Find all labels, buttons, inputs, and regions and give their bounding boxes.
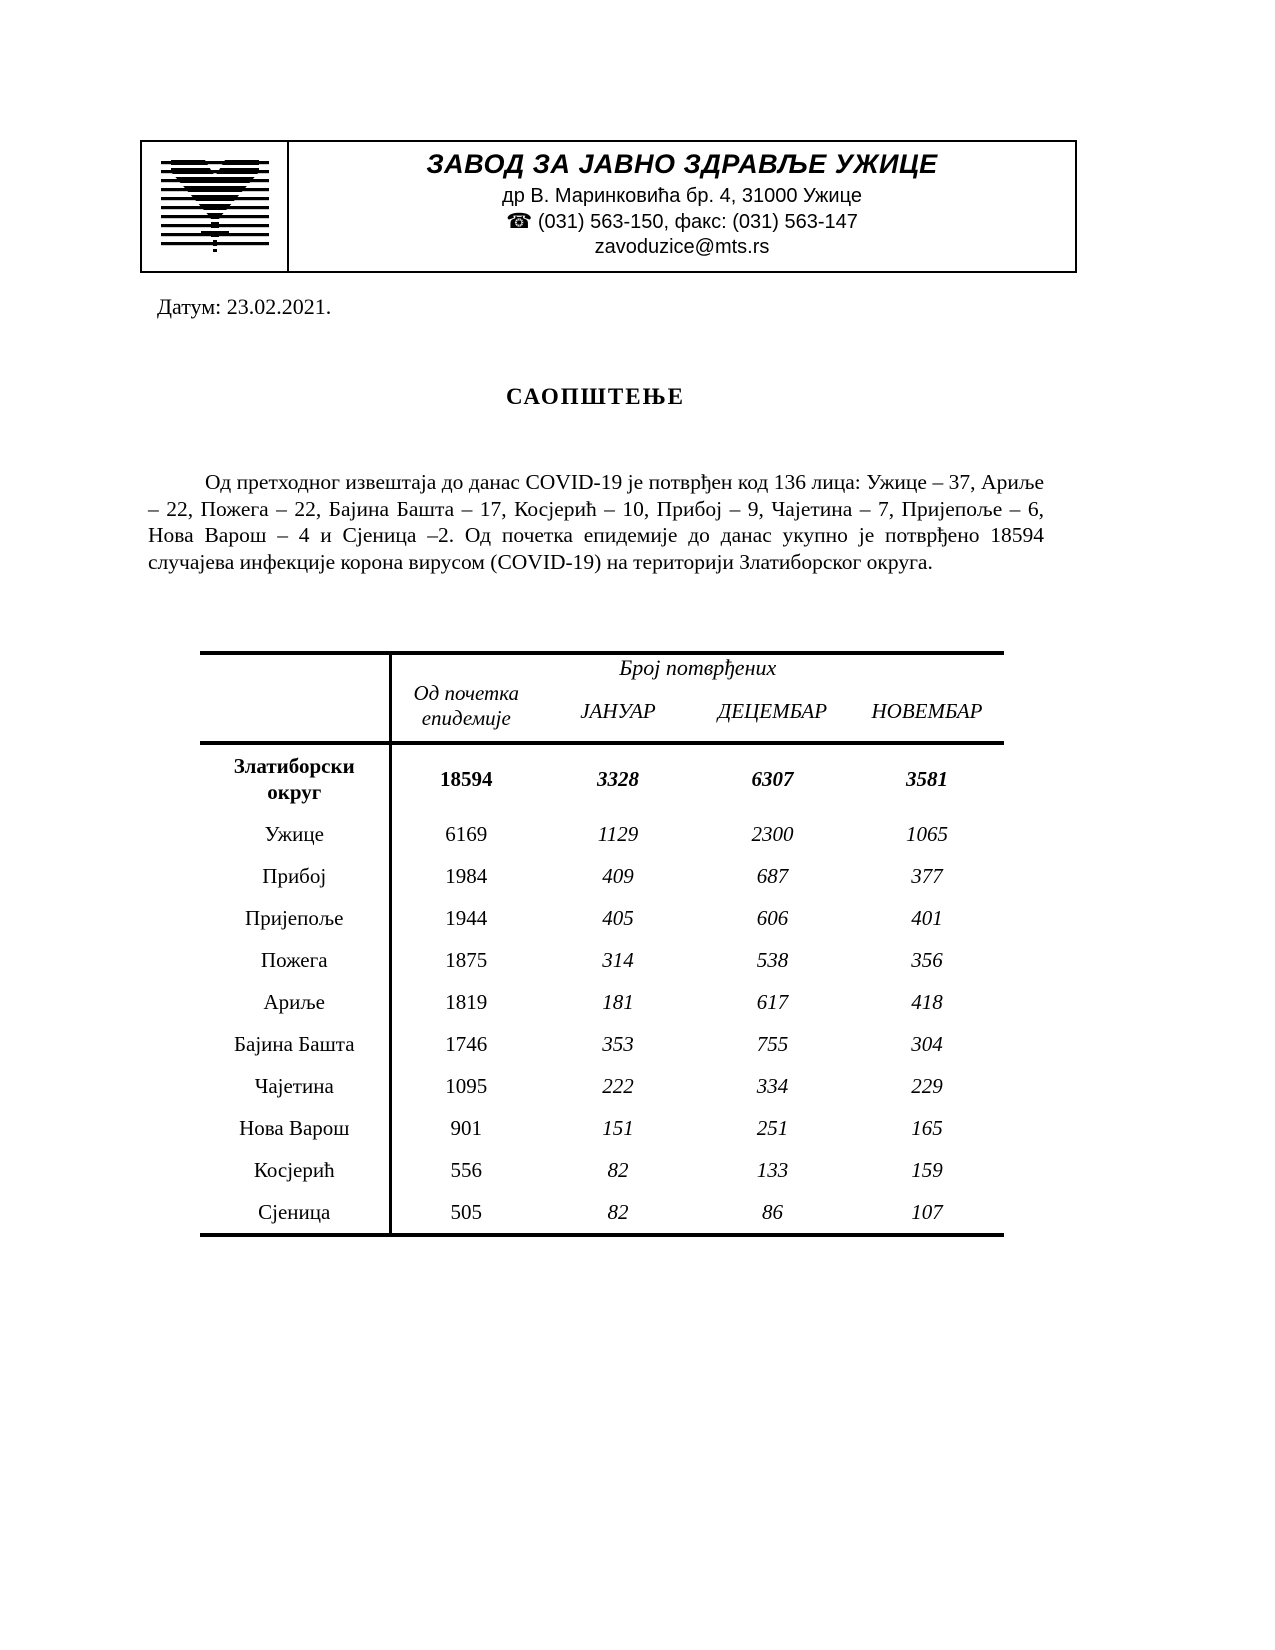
- november-count: 356: [911, 948, 943, 972]
- november-count: 3581: [906, 767, 948, 791]
- municipality-name: Бајина Башта: [200, 1023, 390, 1065]
- table-row: [200, 981, 1004, 1023]
- table-row: [200, 855, 1004, 897]
- total-since-start: 1095: [445, 1074, 488, 1098]
- december-count: 538: [756, 948, 789, 972]
- municipality-name: Сјеница: [200, 1191, 390, 1235]
- table-row: [200, 743, 1004, 813]
- corner-cell: [200, 653, 390, 681]
- january-count: 181: [602, 990, 634, 1014]
- municipality-name: Косјерић: [200, 1149, 390, 1191]
- november-count: 165: [911, 1116, 943, 1140]
- total-since-start: 901: [450, 1116, 482, 1140]
- phone-icon: ☎: [506, 210, 533, 233]
- page-title: САОПШТЕЊЕ: [505, 384, 686, 409]
- november-count: 418: [911, 990, 943, 1014]
- group-header-cell: Број потврђених: [619, 655, 777, 680]
- total-since-start: 1819: [445, 990, 488, 1014]
- org-phone-line: [289, 209, 1075, 235]
- december-count: 606: [756, 906, 789, 930]
- total-since-start: 1944: [445, 906, 488, 930]
- municipality-name: Златиборски округ: [200, 743, 390, 813]
- november-count: 377: [911, 864, 943, 888]
- january-count: 314: [602, 948, 634, 972]
- table-row: [200, 939, 1004, 981]
- corner-cell-2: [200, 681, 390, 743]
- november-count: 1065: [906, 822, 948, 846]
- col-header-epidemic-start: Од почетка епидемије: [390, 681, 541, 743]
- december-count: 334: [756, 1074, 789, 1098]
- december-count: 755: [756, 1032, 789, 1056]
- january-count: 405: [602, 906, 634, 930]
- december-count: 617: [756, 990, 789, 1014]
- table-row: [200, 1107, 1004, 1149]
- table-row: [200, 1023, 1004, 1065]
- municipality-name: Нова Варош: [200, 1107, 390, 1149]
- institute-logo-icon: [159, 160, 271, 254]
- january-count: 151: [602, 1116, 634, 1140]
- november-count: 159: [911, 1158, 943, 1182]
- january-count: 409: [602, 864, 634, 888]
- municipality-name: Пожега: [200, 939, 390, 981]
- january-count: 3328: [597, 767, 639, 791]
- municipality-name: Пријепоље: [200, 897, 390, 939]
- table-header: [200, 653, 1004, 743]
- total-since-start: 18594: [440, 767, 493, 791]
- table-row: [200, 1065, 1004, 1107]
- total-since-start: 556: [450, 1158, 482, 1182]
- table-row: [200, 1149, 1004, 1191]
- municipality-name: Ужице: [200, 813, 390, 855]
- december-count: 86: [762, 1200, 783, 1224]
- december-count: 2300: [751, 822, 794, 846]
- group-header-row: [200, 653, 1004, 681]
- november-count: 107: [911, 1200, 943, 1224]
- letterhead-text: [289, 142, 1075, 271]
- col-header-january: ЈАНУАР: [541, 681, 695, 743]
- january-count: 353: [602, 1032, 634, 1056]
- body-paragraph: Од претходног извештаја до данас COVID-19 је потврђен код 136 лица: Ужице – 37, Ариље – 22, Пожега – 22, Бајина Башта – 17, Косјерић – 10, Прибој – 9, Чајетина – 7, Пријепоље – 6, Нова Варош – 4 и Сјеница –2. Од почетка епидемије до данас укупно је потврђено 18594 случајева инфекције корона вирусом (COVID-19) на територији Златиборског округа.: [148, 470, 1044, 574]
- table-row: [200, 1191, 1004, 1235]
- january-count: 1129: [597, 822, 639, 846]
- column-header-row: [200, 681, 1004, 743]
- org-name: ЗАВОД ЗА ЈАВНО ЗДРАВЉЕ УЖИЦЕ: [426, 149, 938, 179]
- letterhead-box: [140, 140, 1077, 273]
- december-count: 251: [756, 1116, 789, 1140]
- total-since-start: 505: [450, 1200, 482, 1224]
- november-count: 304: [911, 1032, 943, 1056]
- covid-cases-table: [200, 651, 1004, 1237]
- org-address: др В. Маринковића бр. 4, 31000 Ужице: [502, 185, 862, 207]
- total-since-start: 1984: [445, 864, 488, 888]
- logo-cell: [142, 142, 289, 271]
- municipality-name: Чајетина: [200, 1065, 390, 1107]
- date-line: Датум: 23.02.2021.: [157, 294, 332, 319]
- total-since-start: 1875: [445, 948, 488, 972]
- november-count: 229: [911, 1074, 943, 1098]
- table-body: [200, 743, 1004, 1235]
- january-count: 82: [607, 1200, 629, 1224]
- org-email: zavoduzice@mts.rs: [594, 236, 770, 258]
- december-count: 6307: [751, 767, 794, 791]
- january-count: 222: [602, 1074, 634, 1098]
- col-header-december: ДЕЦЕМБАР: [695, 681, 850, 743]
- total-since-start: 1746: [445, 1032, 488, 1056]
- col-header-november: НОВЕМБАР: [850, 681, 1004, 743]
- total-since-start: 6169: [445, 822, 488, 846]
- december-count: 133: [756, 1158, 789, 1182]
- municipality-name: Ариље: [200, 981, 390, 1023]
- table-row: [200, 813, 1004, 855]
- december-count: 687: [756, 864, 789, 888]
- january-count: 82: [607, 1158, 629, 1182]
- november-count: 401: [911, 906, 943, 930]
- table-row: [200, 897, 1004, 939]
- phone-fax-text: (031) 563-150, факс: (031) 563-147: [537, 211, 858, 233]
- municipality-name: Прибој: [200, 855, 390, 897]
